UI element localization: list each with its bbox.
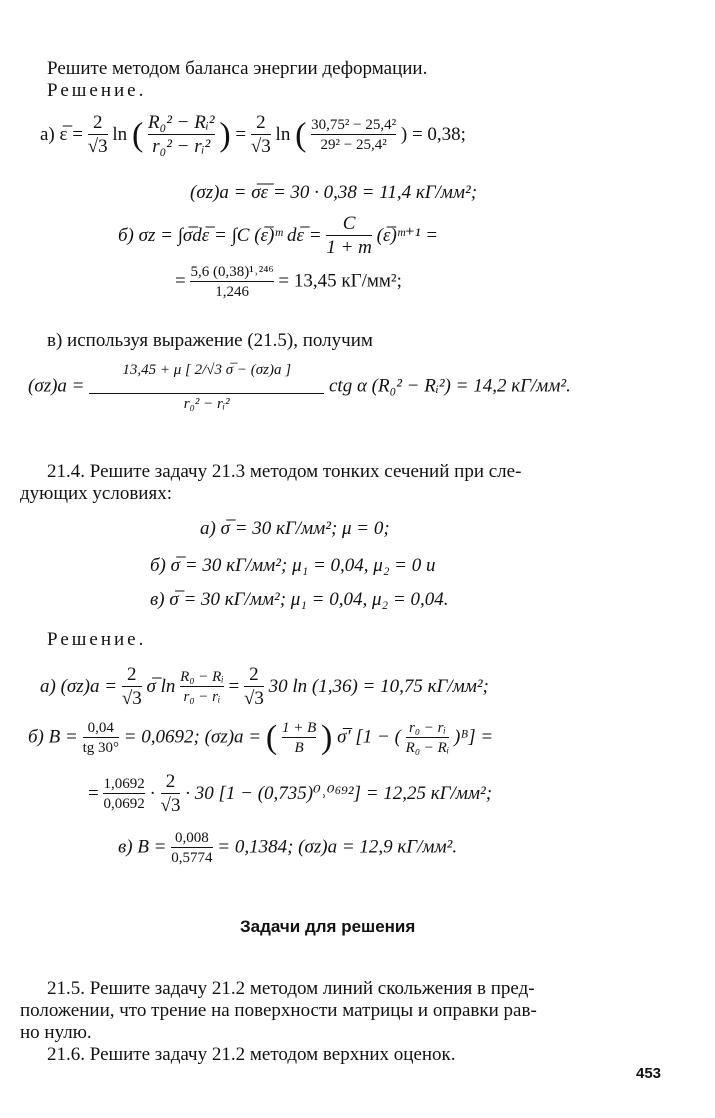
section-title: Задачи для решения xyxy=(240,917,416,936)
problem-215-line2: положении, что трение на поверхности матрицы и оправки рав- xyxy=(20,1000,537,1021)
condition-a: а) σ̅ = 30 кГ/мм²; μ = 0; xyxy=(200,518,390,539)
solution2-b2 xyxy=(88,772,492,817)
condition-c: в) σ̅ = 30 кГ/мм²; μ₁ = 0,04, μ₂ = 0,04. xyxy=(150,589,449,610)
fraction-radii xyxy=(148,113,215,158)
s2c-prefix: в) B = xyxy=(118,836,167,858)
problem-215-line3: но нулю. xyxy=(20,1022,92,1043)
s2c-suffix: = 0,1384; (σz)a = 12,9 кГ/мм². xyxy=(217,836,458,858)
frac-den: R₀ − Rᵢ xyxy=(406,737,450,757)
frac-num: 0,04 xyxy=(87,720,114,736)
fraction-coef xyxy=(122,665,142,710)
frac-den: 0,0692 xyxy=(103,793,144,813)
eq-c-rhs: ctg α (R₀² − Rᵢ²) = 14,2 кГ/мм². xyxy=(329,375,571,397)
eq-a1-result: ) = 0,38; xyxy=(400,123,466,145)
frac-den: √3 xyxy=(243,687,264,709)
frac-num: 2 xyxy=(127,664,137,685)
solution2-b xyxy=(28,720,493,756)
s2a-mid: σ̅ ln xyxy=(146,675,176,697)
frac-num: 2 xyxy=(256,112,266,133)
eq-sign: = xyxy=(88,782,99,804)
equation-c xyxy=(28,362,571,412)
page-number: 453 xyxy=(636,1065,662,1082)
ln-label-2: ln xyxy=(275,123,291,145)
eq-sign: = xyxy=(175,270,186,292)
problem-214-line2: дующих условиях: xyxy=(20,483,172,504)
frac-den: B xyxy=(282,737,316,757)
frac-den: √3 xyxy=(87,135,108,157)
frac-den: tg 30° xyxy=(83,737,119,757)
eq-b1-prefix: б) σz = ∫σ̅dε̅ = ∫C (ε̅)ᵐ dε̅ = xyxy=(118,224,322,246)
fraction-b xyxy=(83,720,119,756)
s2a-prefix: а) (σz)a = xyxy=(40,675,118,697)
fraction-c xyxy=(326,214,372,259)
intro-text: Решите методом баланса энергии деформации. xyxy=(47,58,428,79)
frac-num: 2 xyxy=(165,771,176,792)
frac-num: 0,008 xyxy=(175,830,209,846)
paren-close: ) xyxy=(321,719,333,756)
equation-a2: (σz)a = σ̅ε̅ = 30 · 0,38 = 11,4 кГ/мм²; xyxy=(190,182,478,203)
problem-214-line1: 21.4. Решите задачу 21.3 методом тонких сечений при сле- xyxy=(47,461,522,482)
fraction-coef xyxy=(161,772,181,817)
frac-den: √3 xyxy=(121,687,142,709)
text-c: в) используя выражение (21.5), получим xyxy=(47,330,373,351)
frac-den: 29² − 25,4² xyxy=(311,134,396,154)
solution2-a xyxy=(40,665,489,710)
eq-sign: = xyxy=(228,675,240,697)
fraction-coef-2 xyxy=(244,665,264,710)
frac-den: r₀ − rᵢ xyxy=(180,686,224,706)
paren-open-2: ( xyxy=(295,116,307,154)
frac-num: 1 + B xyxy=(281,720,317,736)
fraction-c-big xyxy=(89,362,324,412)
s2b-prefix: б) B = xyxy=(28,726,78,748)
s2b-tail: σ̅′ [1 − ( xyxy=(337,726,401,748)
fraction-paren xyxy=(282,720,316,756)
condition-b: б) σ̅ = 30 кГ/мм²; μ₁ = 0,04, μ₂ = 0 и xyxy=(150,555,436,576)
frac-num: 2 xyxy=(249,664,259,685)
solution2-c xyxy=(118,830,457,866)
fraction-coef-2 xyxy=(251,113,271,158)
fraction-tail xyxy=(406,720,450,756)
equation-b2 xyxy=(175,264,402,300)
equation-a1 xyxy=(40,113,466,158)
frac-num: C xyxy=(342,213,356,234)
eq-a1-prefix: а) ε̅ = xyxy=(40,123,83,145)
frac-den: r₀² − rᵢ² xyxy=(89,393,324,413)
frac-den: 1 + m xyxy=(326,236,372,258)
paren-open: ( xyxy=(265,719,278,756)
frac-num: R₀ − Rᵢ xyxy=(180,669,224,686)
fraction-b2 xyxy=(190,264,273,300)
s2b-mid: = 0,0692; (σz)a = xyxy=(123,726,262,748)
s2a-suffix: 30 ln (1,36) = 10,75 кГ/мм²; xyxy=(268,675,489,697)
frac-num: R₀² − Rᵢ² xyxy=(148,112,215,133)
fraction-values xyxy=(311,117,396,153)
fraction-b2 xyxy=(103,776,144,812)
paren-open: ( xyxy=(131,116,144,154)
frac-num: r₀ − rᵢ xyxy=(408,720,446,736)
fraction-c xyxy=(171,830,212,866)
solution-label: Решение. xyxy=(47,80,147,101)
problem-215-line1: 21.5. Решите задачу 21.2 методом линий скольжения в пред- xyxy=(47,978,535,999)
eq-sign: = xyxy=(235,123,247,145)
frac-den: √3 xyxy=(250,135,271,157)
equation-b1 xyxy=(118,214,438,259)
frac-den: r₀² − rᵢ² xyxy=(148,134,215,158)
eq-b1-suffix: (ε̅)ᵐ⁺¹ = xyxy=(376,224,439,246)
eq-c-lhs: (σz)a = xyxy=(28,375,85,397)
frac-den: 1,246 xyxy=(190,281,273,301)
frac-den: 0,5774 xyxy=(171,847,212,867)
solution-label-2: Решение. xyxy=(47,629,147,650)
fraction-coef xyxy=(88,113,108,158)
s2b2-mid: · xyxy=(149,782,156,804)
frac-num: 5,6 (0,38)¹˒²⁴⁶ xyxy=(190,264,274,280)
fraction-radii xyxy=(180,669,224,705)
frac-num: 13,45 + μ [ 2/√3 σ̅ − (σz)a ] xyxy=(122,362,292,378)
ln-label: ln xyxy=(112,123,128,145)
frac-den: √3 xyxy=(160,794,181,816)
frac-num: 1,0692 xyxy=(103,776,145,793)
s2b2-suffix: · 30 [1 − (0,735)⁰˒⁰⁶⁹²] = 12,25 кГ/мм²; xyxy=(185,782,493,804)
paren-close: ) xyxy=(219,116,231,154)
frac-num: 2 xyxy=(92,112,103,133)
s2b-tail-end: )ᴮ] = xyxy=(453,726,494,748)
eq-b2-suffix: = 13,45 кГ/мм²; xyxy=(278,270,402,292)
frac-num: 30,75² − 25,4² xyxy=(311,117,397,134)
problem-216: 21.6. Решите задачу 21.2 методом верхних оценок. xyxy=(47,1044,456,1065)
